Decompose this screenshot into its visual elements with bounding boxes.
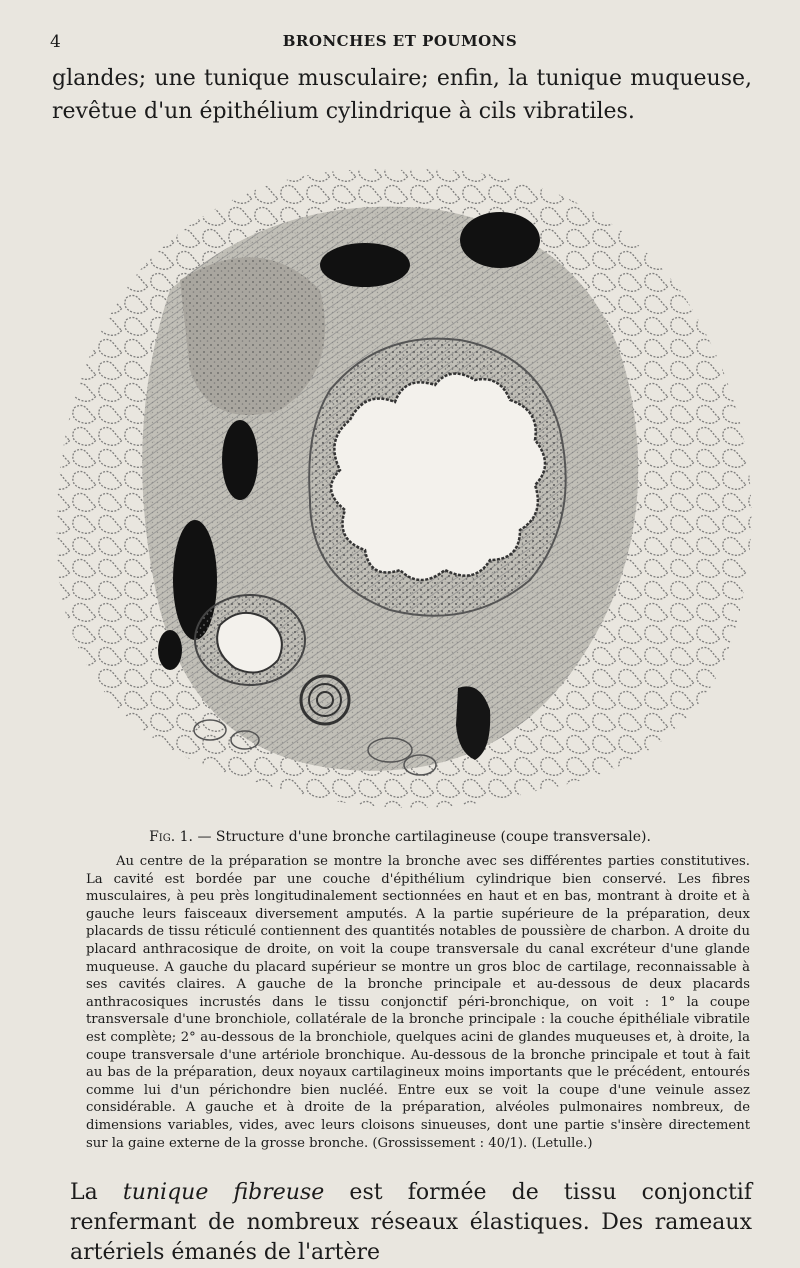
intro-paragraph: glandes; une tunique musculaire; enfin, la tunique muqueuse, revêtue d'un épithélium cylindrique à cils vibratiles. — [52, 66, 752, 124]
page-header — [0, 30, 800, 54]
figure-caption: Au centre de la préparation se montre la bronche avec ses différentes parties constitutives. La cavité est bordée par une couche d'épithélium cylindrique bien conservé. Les fibres musculaires, à peu près longitudinalement sectionnées en haut et en bas, montrant à droite et à gauche leurs faisceaux diversement amputés. A la partie supérieure de la préparation, deux placards de tissu réticulé contiennent des quantités notables de poussière de charbon. A droite du placard anthracosique de droite, on voit la coupe transversale du canal excréteur d'une glande muqueuse. A gauche du placard supérieur se montre un gros bloc de cartilage, reconnaissable à ses cavités claires. A gauche de la bronche principale et au-dessous de deux placards anthracosiques incrustés dans le tissu conjonctif péri-bronchique, on voit : 1° la coupe transversale d'une bronchiole, collatérale de la bronche principale : la couche épithéliale vibratile est complète; 2° au-dessous de la bronchiole, quelques acini de glandes muqueuses et, à droite, la coupe transversale d'une artériole bronchique. Au-dessous de la bronche principale et tout à fait au bas de la préparation, deux noyaux cartilagineux moins importants que le précédent, entourés comme lui d'un périchondre bien nucléé. Entre eux se voit la coupe d'une veinule assez considérable. A gauche et à droite de la préparation, alvéoles pulmonaires nombreux, de dimensions variables, vides, avec leurs cloisons sinueuses, dont une partie s'insère directement sur la gaine externe de la grosse bronche. (Grossissement : 40/1). (Letulle.) — [86, 854, 750, 1151]
figure-label: Fig. 1. — [149, 829, 193, 845]
page-number: 4 — [50, 32, 61, 52]
closing-paragraph — [70, 1178, 752, 1268]
closing-rest: est formée de tissu conjonctif renfermant de nombreux réseaux élastiques. Des rameaux artériels émanés de l'artère — [70, 1180, 752, 1265]
bronchus-cross-section-drawing — [20, 140, 780, 820]
bronchiole — [195, 595, 305, 685]
bronchus-illustration — [20, 140, 780, 820]
figure-title — [0, 829, 800, 845]
figure-title-text: — Structure d'une bronche cartilagineuse (coupe transversale). — [197, 829, 651, 845]
closing-term: tunique fibreuse — [122, 1180, 325, 1205]
closing-lead: La — [70, 1180, 123, 1205]
running-head: BRONCHES ET POUMONS — [282, 32, 518, 50]
